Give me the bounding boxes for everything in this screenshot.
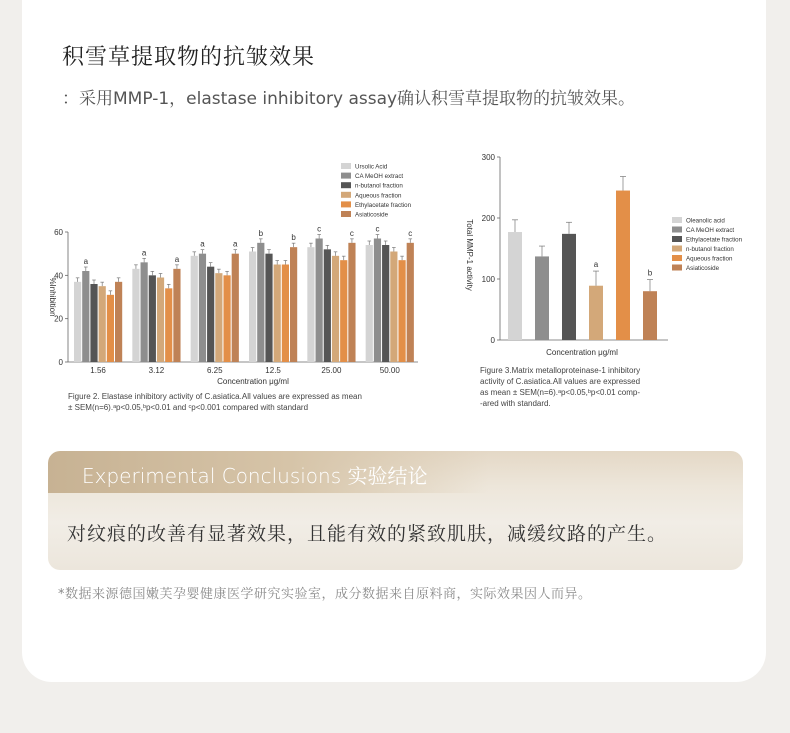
chart1-bar: [191, 256, 198, 362]
chart2-caption: as mean ± SEM(n=6).ᵃp<0.05,ᵇp<0.01 comp-: [480, 388, 641, 397]
chart1-legend-label: n-butanol fraction: [355, 182, 403, 190]
chart1-x-label: Concentration μg/ml: [217, 377, 289, 386]
chart2-caption: activity of C.asiatica.All values are expressed: [480, 377, 641, 386]
chart1-significance-label: a: [141, 248, 147, 258]
chart1-bar: [207, 267, 214, 362]
page-title: 积雪草提取物的抗皱效果: [62, 45, 316, 70]
conclusion-title: Experimental Conclusions 实验结论: [82, 464, 428, 488]
chart1-bar: [249, 252, 256, 363]
chart2-y-tick-label: 300: [481, 153, 495, 162]
chart1-legend-swatch: [341, 201, 351, 207]
chart1-bar: [215, 273, 222, 362]
chart1-bar: [265, 254, 272, 362]
chart1-bar: [223, 275, 230, 362]
chart1-y-tick-label: 60: [54, 228, 63, 237]
chart1-bar: [115, 282, 122, 362]
chart1-bar: [382, 245, 389, 362]
chart1-x-tick-label: 1.56: [90, 366, 106, 375]
chart1-bar: [107, 295, 114, 362]
chart1-significance-label: c: [349, 228, 354, 238]
chart2-bar: [616, 191, 630, 340]
chart1-bar: [165, 288, 172, 362]
chart1-bar: [348, 243, 355, 362]
chart2-legend-label: Ethylacetate fraction: [686, 236, 743, 244]
chart2-y-tick-label: 200: [481, 214, 495, 223]
chart2-x-label: Concentration μg/ml: [546, 348, 618, 357]
chart1-bar: [324, 249, 331, 362]
chart1-bar: [149, 275, 156, 362]
chart1-bar: [290, 247, 297, 362]
chart1-legend-label: CA MeOH extract: [355, 173, 404, 181]
chart1-bar: [366, 245, 373, 362]
chart2-bar: [589, 286, 603, 340]
chart2-legend-swatch: [672, 255, 682, 261]
chart1-bar: [407, 243, 414, 362]
chart1-bar: [390, 252, 397, 363]
chart1-x-tick-label: 3.12: [148, 366, 165, 375]
chart1-legend-swatch: [341, 211, 351, 217]
chart1-significance-label: c: [375, 224, 380, 234]
chart1-bar: [232, 254, 239, 362]
chart1-legend-label: Aqueous fraction: [355, 192, 402, 200]
conclusion-header: [48, 451, 488, 493]
chart2-legend-swatch: [672, 246, 682, 252]
chart1-bar: [157, 278, 164, 363]
chart1-caption: Figure 2. Elastase inhibitory activity of C.asiatica.All values are expressed as mean: [68, 392, 362, 401]
chart2-caption: -ared with standard.: [480, 399, 551, 408]
chart2-legend-swatch: [672, 265, 682, 271]
chart1-bar: [74, 282, 81, 362]
chart2-bar: [562, 234, 576, 340]
chart1-significance-label: a: [233, 239, 238, 249]
chart1-significance-label: a: [200, 239, 205, 249]
chart1-bar: [374, 239, 381, 363]
chart1-bar: [332, 256, 339, 362]
chart1-significance-label: b: [291, 233, 296, 243]
conclusion-panel: [48, 451, 743, 570]
chart1-x-tick-label: 25.00: [321, 366, 342, 375]
chart2-legend-label: Asiaticoside: [686, 265, 720, 272]
chart2-significance-label: a: [593, 260, 599, 270]
chart1-y-tick-label: 40: [54, 271, 63, 281]
chart2-legend-swatch: [672, 236, 682, 242]
chart1-bar: [340, 260, 347, 362]
chart2-bar: [508, 232, 522, 340]
chart2-y-tick-label: 100: [481, 275, 495, 284]
chart1-bar: [274, 265, 281, 363]
chart1-bar: [82, 271, 89, 362]
chart1-significance-label: a: [83, 257, 89, 266]
chart1-bar: [307, 247, 314, 362]
chart1-bar: [282, 265, 289, 363]
footnote: *数据来源德国嫩芙孕婴健康医学研究实验室，成分数据来自原料商，实际效果因人而异。: [58, 587, 592, 602]
chart2-legend-label: CA MeOH extract: [686, 227, 735, 234]
chart2-y-label: Total MMP-1 activity: [465, 219, 474, 291]
chart2-legend-label: n-butanol fraction: [686, 246, 734, 253]
chart2-legend-label: Oleanolic acid: [686, 217, 725, 225]
chart1-legend-swatch: [341, 192, 351, 198]
conclusion-text: 对纹痕的改善有显著效果，且能有效的紧致肌肤，减缓纹路的产生。: [67, 523, 668, 545]
chart1-bar: [99, 286, 106, 362]
chart2-legend-swatch: [672, 217, 682, 223]
chart1-y-label: %Inhibition: [48, 277, 57, 317]
chart1-significance-label: a: [174, 254, 180, 264]
chart1-legend-swatch: [341, 173, 351, 179]
chart2-bar: [643, 291, 657, 340]
chart2-legend-swatch: [672, 227, 682, 233]
chart1-x-tick-label: 50.00: [379, 366, 400, 375]
chart1-legend-label: Ursolic Acid: [355, 163, 388, 171]
chart2-significance-label: b: [647, 268, 653, 278]
chart1-y-tick-label: 20: [54, 314, 63, 324]
chart1-y-tick-label: 0: [58, 358, 63, 367]
chart1-legend-swatch: [341, 182, 351, 188]
chart1-bar: [141, 262, 148, 362]
chart2-legend-label: Aqueous fraction: [686, 255, 733, 263]
chart1-bar: [398, 260, 405, 362]
chart1-legend-swatch: [341, 163, 351, 169]
chart2-bar: [535, 256, 549, 340]
chart2-y-tick-label: 0: [490, 336, 495, 345]
chart2-caption: Figure 3.Matrix metalloproteinase-1 inhibitory: [480, 366, 641, 375]
chart1-x-tick-label: 12.5: [265, 366, 281, 375]
chart1-x-tick-label: 6.25: [206, 366, 223, 375]
chart1-bar: [132, 269, 139, 362]
chart1-significance-label: c: [408, 228, 413, 238]
chart1-bar: [257, 243, 264, 362]
chart1-legend-label: Asiaticoside: [355, 211, 389, 219]
chart1-bar: [173, 269, 180, 362]
chart1-bar: [316, 239, 323, 363]
chart1-bar: [90, 284, 97, 362]
page-subtitle: ：采用MMP-1，elastase inhibitory assay确认积雪草提取物的抗皱效果。: [62, 89, 636, 109]
chart1-significance-label: c: [317, 224, 322, 234]
chart1-legend-label: Ethylacetate fraction: [355, 201, 412, 209]
chart1-significance-label: b: [258, 228, 264, 238]
chart1-bar: [199, 254, 206, 362]
chart1-caption: ± SEM(n=6).ᵃp<0.05,ᵇp<0.01 and ᶜp<0.001 compared with standard: [68, 403, 309, 412]
